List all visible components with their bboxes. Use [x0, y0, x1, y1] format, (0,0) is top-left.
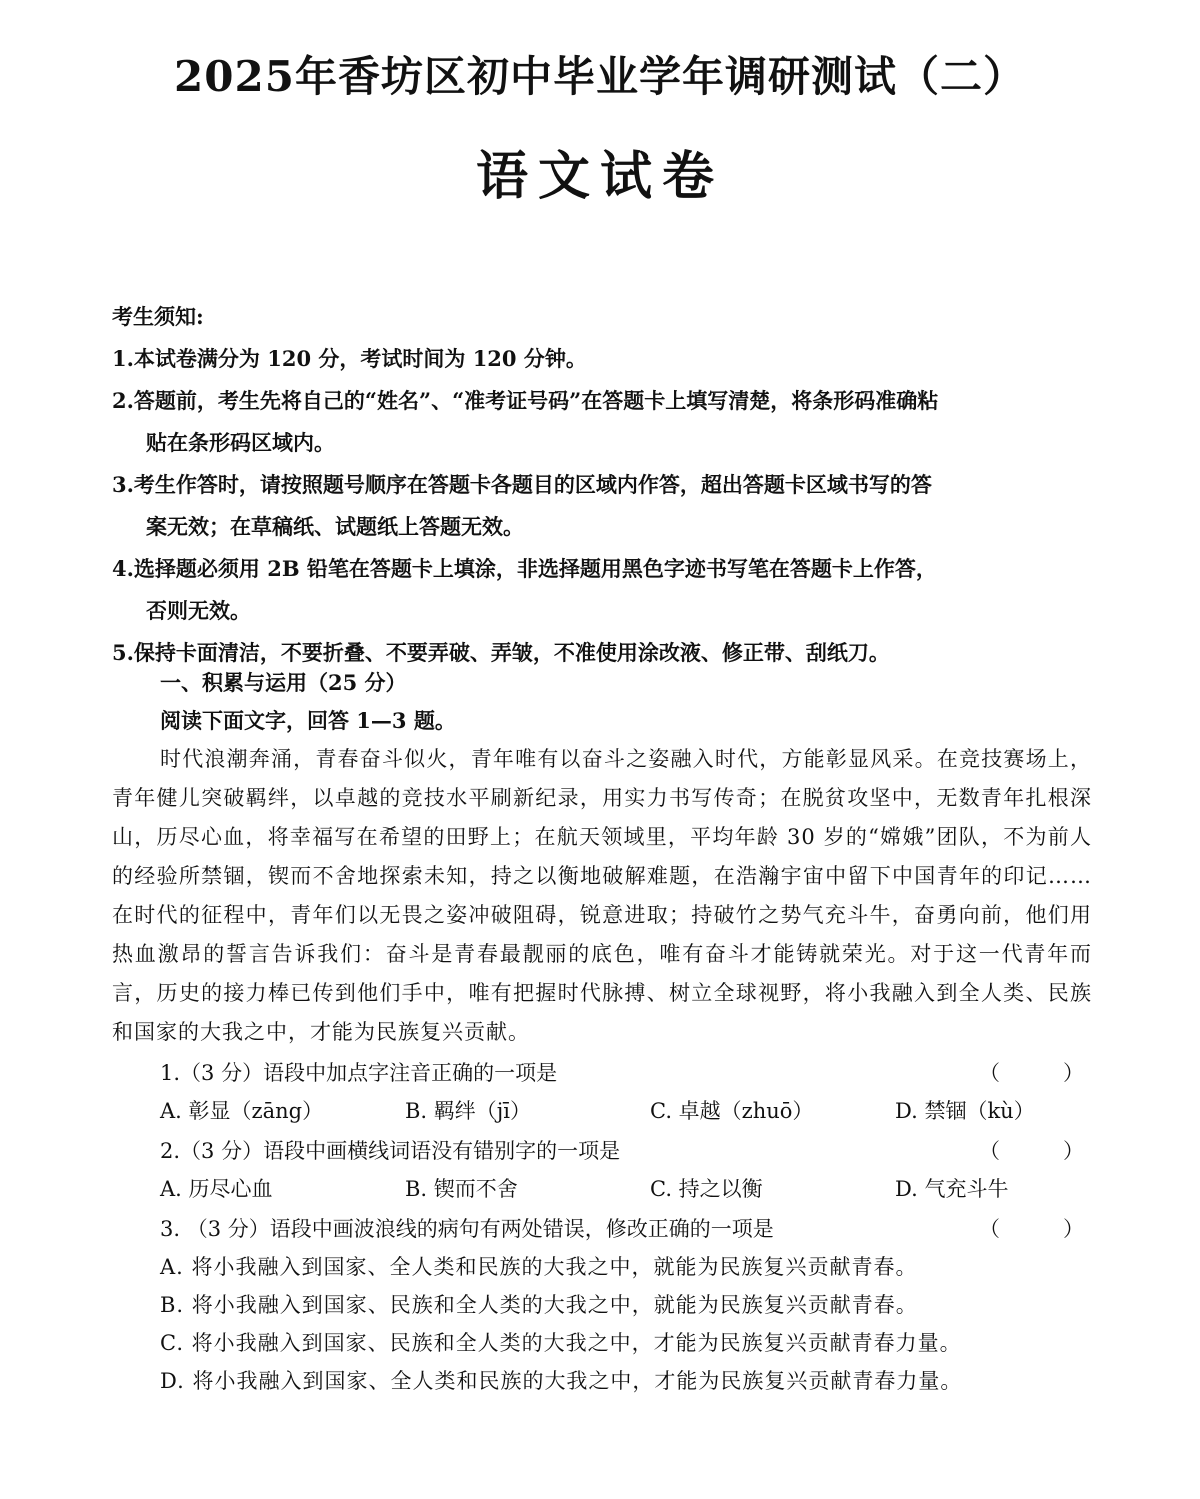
notice-item-text: 3.考生作答时，请按照题号顺序在答题卡各题目的区域内作答，超出答题卡区域书写的答	[112, 472, 932, 497]
notice-item-text: 1.本试卷满分为 120 分，考试时间为 120 分钟。	[112, 346, 587, 371]
notice-item-continuation: 贴在条形码区域内。	[146, 430, 335, 455]
option-d: D. 禁锢（kù）	[895, 1099, 1035, 1123]
answer-blank: （ ）	[979, 1139, 1084, 1163]
question-stem	[112, 1210, 1092, 1248]
question-1	[112, 1054, 1092, 1130]
option-a: A. 将小我融入到国家、全人类和民族的大我之中，就能为民族复兴贡献青春。	[160, 1255, 918, 1279]
option-d: D. 气充斗牛	[895, 1177, 1009, 1201]
answer-blank: （ ）	[979, 1061, 1084, 1085]
question-stem	[112, 1132, 1092, 1170]
section-accumulation	[112, 664, 1092, 1400]
notice-item-1	[112, 338, 1092, 380]
question-options	[112, 1092, 1092, 1130]
question-stem-text: 2.（3 分）语段中画横线词语没有错别字的一项是	[160, 1139, 621, 1163]
notice-item-text: 5.保持卡面清洁，不要折叠、不要弄破、弄皱，不准使用涂改液、修正带、刮纸刀。	[112, 640, 890, 665]
option-b: B. 羁绊（jī）	[405, 1099, 532, 1123]
question-stem	[112, 1054, 1092, 1092]
notice-item-2	[112, 380, 1092, 464]
question-stem-text: 3. （3 分）语段中画波浪线的病句有两处错误，修改正确的一项是	[160, 1217, 774, 1241]
section-title: 一、积累与运用（25 分）	[160, 670, 407, 695]
answer-blank: （ ）	[979, 1217, 1084, 1241]
option-b: B. 将小我融入到国家、民族和全人类的大我之中，就能为民族复兴贡献青春。	[160, 1293, 918, 1317]
exam-title: 2025年香坊区初中毕业学年调研测试（二）	[174, 52, 1026, 101]
reading-instruction: 阅读下面文字，回答 1—3 题。	[160, 708, 456, 733]
notice-item-continuation: 否则无效。	[146, 598, 251, 623]
notice-item-text: 2.答题前，考生先将自己的“姓名”、“准考证号码”在答题卡上填写清楚，将条形码准确粘	[112, 388, 939, 413]
candidate-notice	[112, 296, 1092, 674]
notice-item-text: 4.选择题必须用 2B 铅笔在答题卡上填涂，非选择题用黑色字迹书写笔在答题卡上作答，	[112, 556, 937, 581]
question-2	[112, 1132, 1092, 1208]
notice-item-continuation: 案无效；在草稿纸、试题纸上答题无效。	[146, 514, 524, 539]
option-c: C. 将小我融入到国家、民族和全人类的大我之中，才能为民族复兴贡献青春力量。	[160, 1331, 962, 1355]
question-3	[112, 1210, 1092, 1400]
notice-item-4	[112, 548, 1092, 632]
option-c: C. 卓越（zhuō）	[650, 1099, 814, 1123]
notice-heading: 考生须知:	[112, 304, 204, 329]
reading-passage: 时代浪潮奔涌，青春奋斗似火，青年唯有以奋斗之姿融入时代，方能彰显风采。在竞技赛场上，青年健儿突破羁绊，以卓越的竞技水平刷新纪录，用实力书写传奇；在脱贫攻坚中，无数青年扎根深山，历尽心血，将幸福写在希望的田野上；在航天领域里，平均年龄 30 岁的“嫦娥”团队，不为前人的经验所禁锢，锲而不舍地探索未知，持之以衡地破解难题，在浩瀚宇宙中留下中国青年的印记……在时代的征程中，青年们以无畏之姿冲破阻碍，锐意进取；持破竹之势气充斗牛，奋勇向前，他们用热血激昂的誓言告诉我们：奋斗是青春最靓丽的底色，唯有奋斗才能铸就荣光。对于这一代青年而言，历史的接力棒已传到他们手中，唯有把握时代脉搏、树立全球视野，将小我融入到全人类、民族和国家的大我之中，才能为民族复兴贡献。	[112, 747, 1092, 1044]
question-options	[112, 1170, 1092, 1208]
question-stem-text: 1.（3 分）语段中加点字注音正确的一项是	[160, 1061, 558, 1085]
option-b: B. 锲而不舍	[405, 1177, 518, 1201]
notice-item-3	[112, 464, 1092, 548]
option-c: C. 持之以衡	[650, 1177, 763, 1201]
option-d: D. 将小我融入到国家、全人类和民族的大我之中，才能为民族复兴贡献青春力量。	[160, 1369, 963, 1393]
option-a: A. 彰显（zāng）	[160, 1099, 324, 1123]
exam-subtitle: 语文试卷	[475, 146, 724, 207]
option-a: A. 历尽心血	[160, 1177, 273, 1201]
